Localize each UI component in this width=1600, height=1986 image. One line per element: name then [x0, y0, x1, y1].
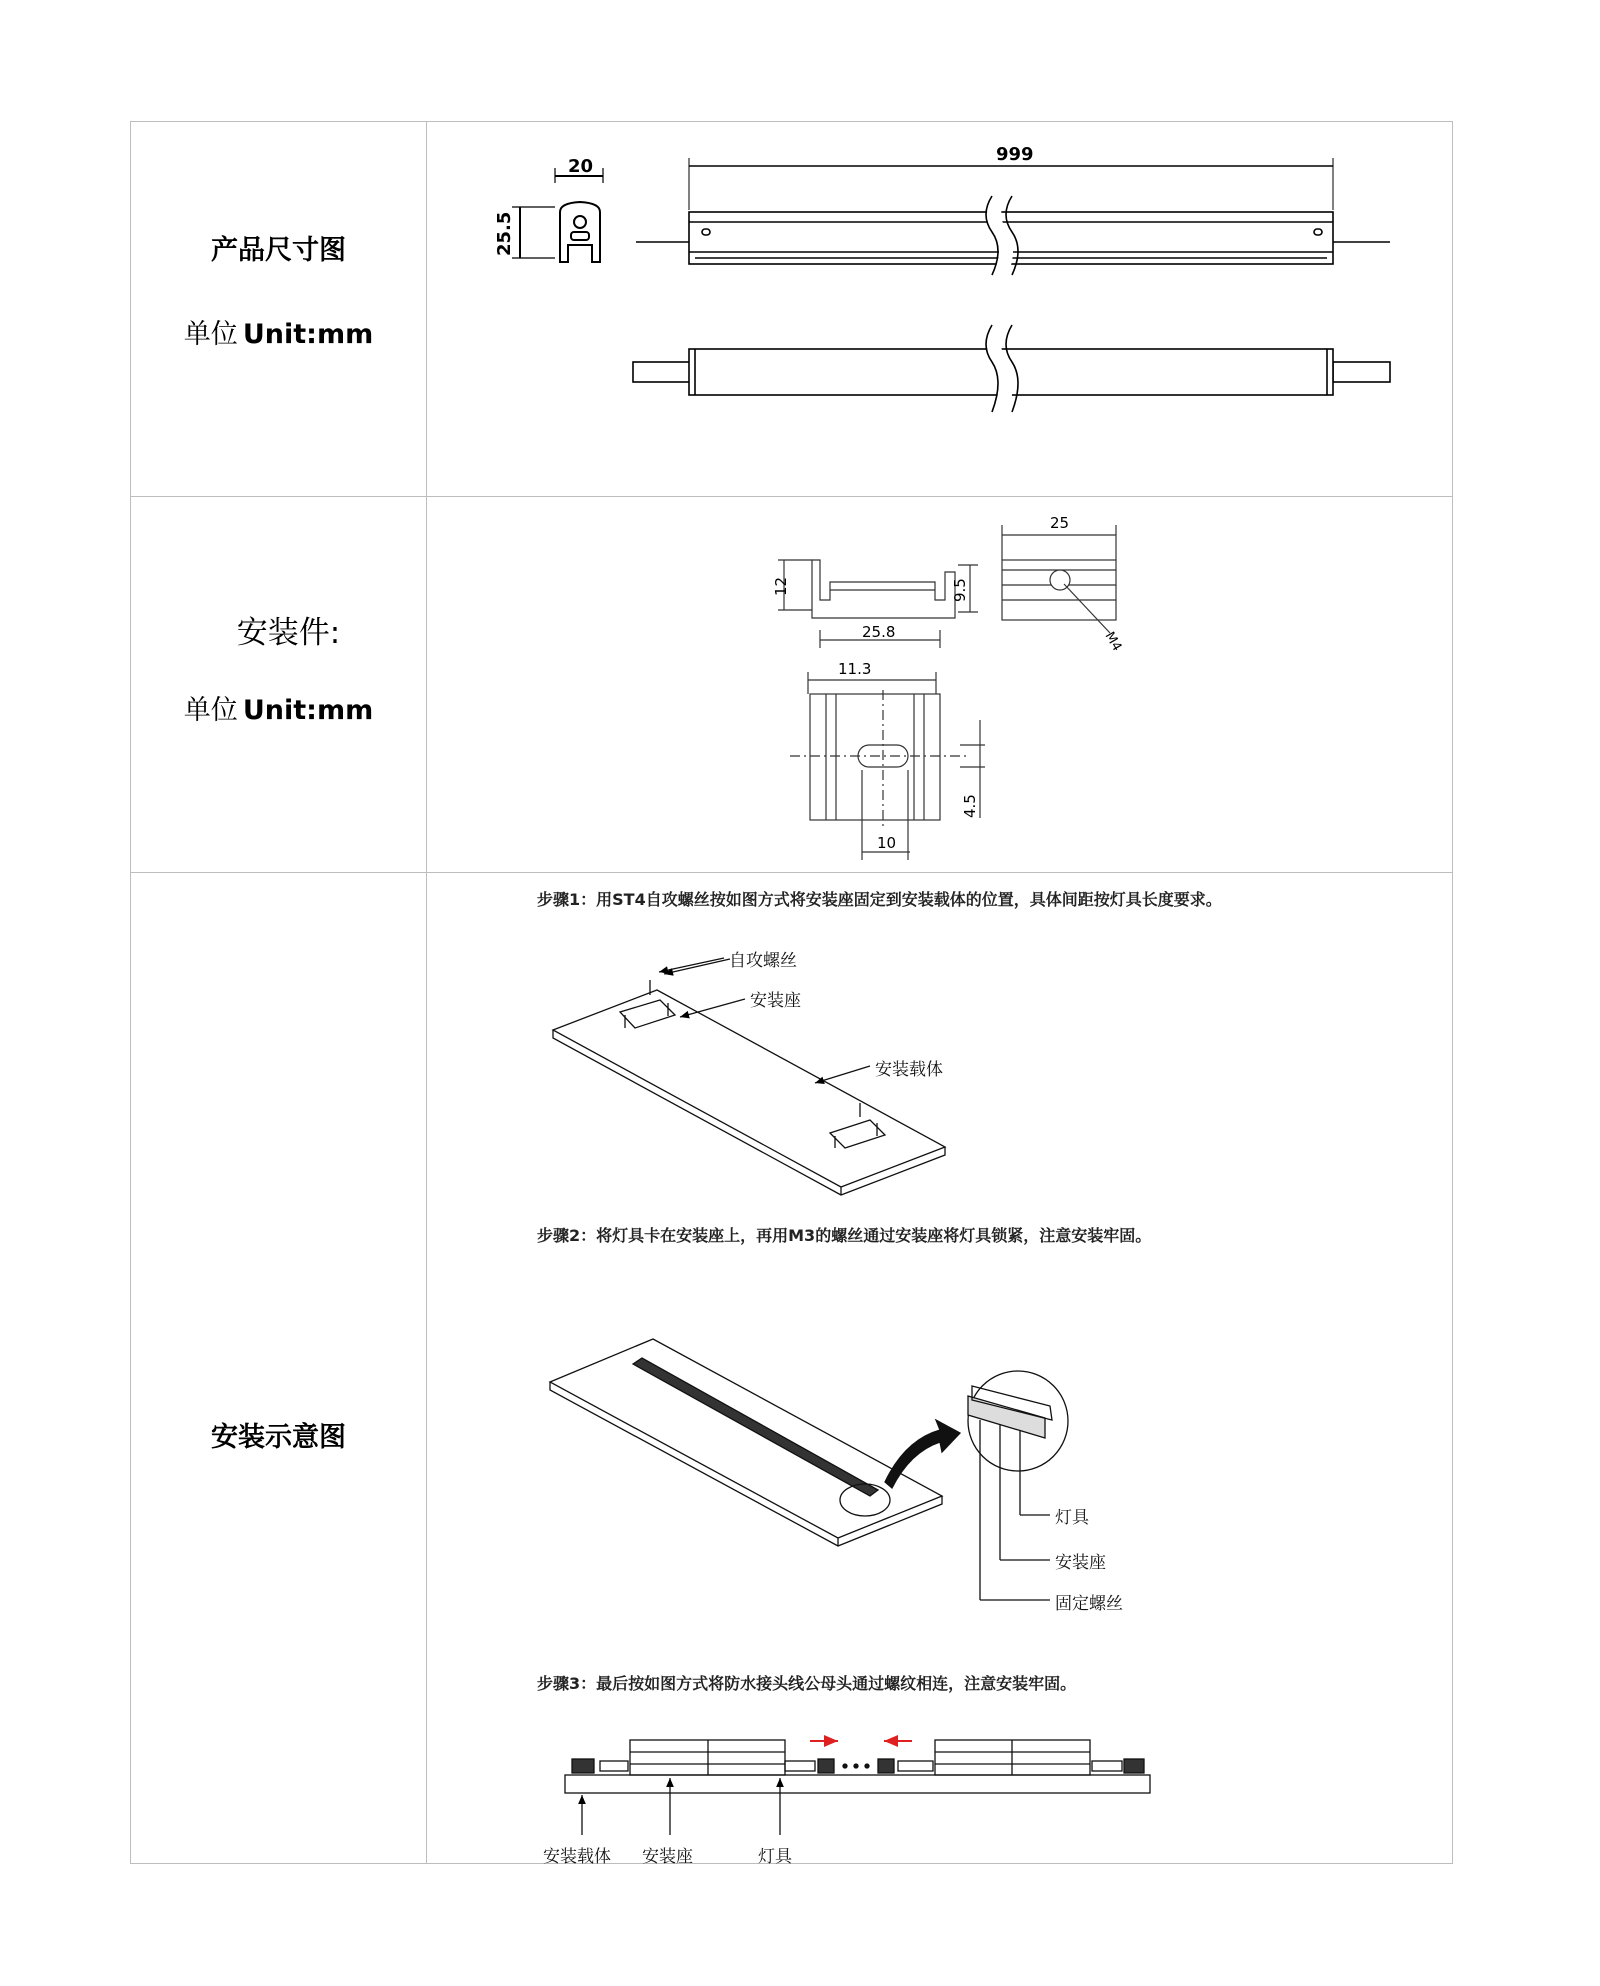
- step1-text: 步骤1：用ST4自攻螺丝按如图方式将安装座固定到安装载体的位置，具体间距按灯具长度要求。: [537, 890, 1222, 909]
- profile-side-view: [636, 158, 1390, 275]
- callout-bottom-seat: 安装座: [642, 1847, 693, 1867]
- callout-self-tap-screw: 自攻螺丝: [729, 951, 797, 971]
- row1-title: 产品尺寸图: [211, 235, 346, 266]
- callout-lamp: 灯具: [1055, 1508, 1089, 1528]
- dim-clip-top-width: 25: [1050, 514, 1070, 532]
- step2-illustration: [550, 1339, 1068, 1600]
- dim-length: 999: [996, 144, 1034, 165]
- callout-fix-screw: 固定螺丝: [1055, 1594, 1123, 1614]
- dim-profile-width: 20: [568, 156, 594, 177]
- dim-clip-height: 12: [772, 576, 790, 596]
- unit-value: Unit:mm: [242, 695, 374, 726]
- dim-screw: M4: [1101, 629, 1125, 654]
- profile-bottom-view: [633, 325, 1390, 412]
- unit-prefix: 单位: [183, 695, 238, 726]
- callout-seat2: 安装座: [1055, 1553, 1106, 1573]
- dim-clip-width: 25.8: [862, 623, 896, 641]
- row3-title: 安装示意图: [211, 1422, 346, 1453]
- step3-text: 步骤3：最后按如图方式将防水接头线公母头通过螺纹相连，注意安装牢固。: [537, 1674, 1077, 1693]
- step2-text: 步骤2：将灯具卡在安装座上，再用M3的螺丝通过安装座将灯具锁紧，注意安装牢固。: [537, 1226, 1152, 1245]
- callout-mount-seat: 安装座: [750, 991, 801, 1011]
- row2-title: 安装件:: [236, 615, 341, 651]
- dim-slot-height: 4.5: [961, 794, 979, 818]
- unit-prefix: 单位: [183, 319, 238, 350]
- dim-slot-width: 10: [877, 834, 897, 852]
- dim-clip-depth: 9.5: [951, 578, 969, 602]
- dim-slot-offset: 11.3: [838, 660, 872, 678]
- clip-top-view: [1002, 525, 1116, 633]
- callout-bottom-lamp: 灯具: [758, 1847, 792, 1867]
- profile-cross-section: [512, 168, 603, 262]
- clip-bottom-view: [790, 672, 985, 860]
- callout-carrier: 安装载体: [875, 1060, 943, 1080]
- unit-value: Unit:mm: [242, 319, 374, 350]
- dim-profile-height: 25.5: [494, 211, 515, 256]
- step3-illustration: [565, 1740, 1150, 1835]
- callout-bottom-carrier: 安装载体: [543, 1847, 611, 1867]
